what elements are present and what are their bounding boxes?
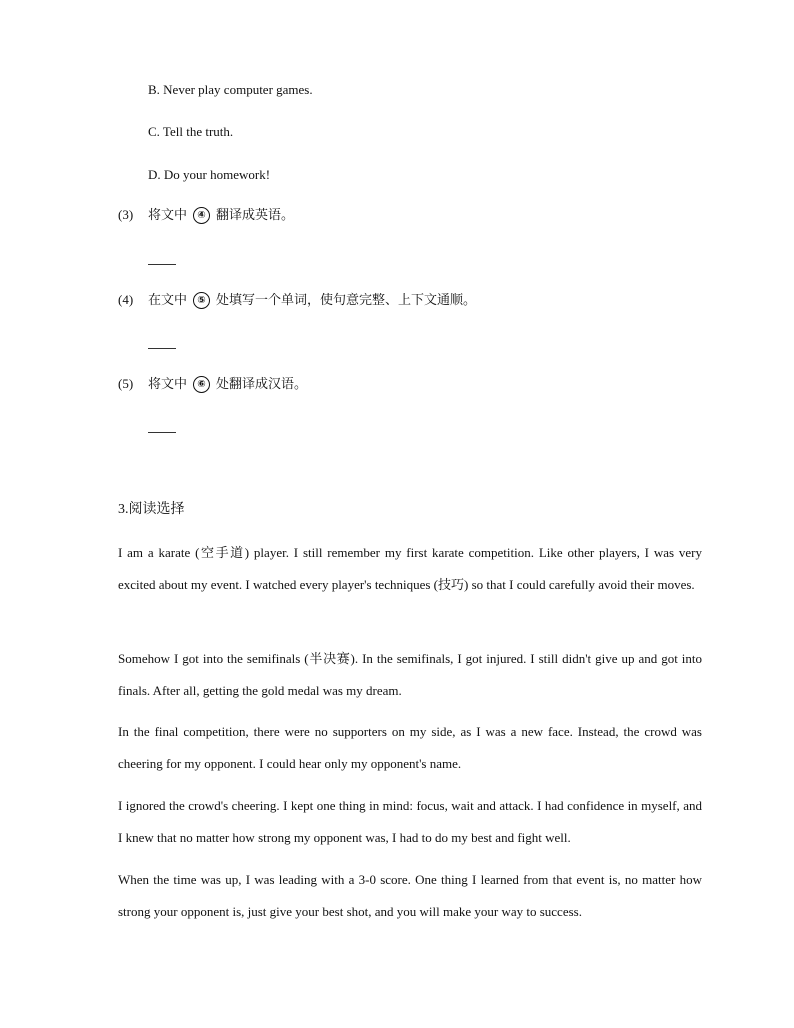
question-text-after: 处翻译成汉语。: [216, 376, 308, 391]
passage-paragraph-3: In the final competition, there were no supporters on my side, as I was a new face. Instead, the crowd was cheering for my opponent. I could hear only my opponent's name.: [118, 724, 702, 771]
question-number: (4): [118, 292, 134, 307]
question-text-after: 处填写一个单词，使句意完整、上下文通顺。: [216, 292, 477, 307]
question-text-before: 将文中: [148, 207, 188, 222]
circled-number-marker: ⑤: [193, 292, 210, 309]
answer-blank-3[interactable]: [148, 264, 176, 265]
option-c: C. Tell the truth.: [148, 124, 234, 139]
passage-paragraph-1: I am a karate (空手道) player. I still remember my first karate competition. Like other players, I was very excited about my event. I watched every player's techniques (技巧) so that I could carefully avoid their moves.: [118, 545, 702, 592]
option-b: B. Never play computer games.: [148, 82, 313, 97]
passage-paragraph-2: Somehow I got into the semifinals (半决赛). In the semifinals, I got injured. I still didn't give up and got into finals. After all, getting the gold medal was my dream.: [118, 651, 702, 698]
question-text-after: 翻译成英语。: [216, 207, 295, 222]
question-3: [118, 206, 294, 224]
question-number: (5): [118, 376, 134, 391]
question-4: [118, 291, 476, 309]
question-text-before: 将文中: [148, 376, 188, 391]
question-5: [118, 375, 307, 393]
passage-paragraph-5: When the time was up, I was leading with a 3-0 score. One thing I learned from that event is, no matter how strong your opponent is, just give your best shot, and you will make your way to success.: [118, 872, 702, 919]
circled-number-marker: ④: [193, 207, 210, 224]
option-d: D. Do your homework!: [148, 167, 271, 182]
passage-paragraph-4: I ignored the crowd's cheering. I kept one thing in mind: focus, wait and attack. I had confidence in myself, and I knew that no matter how strong my opponent was, I had to do my best and fight well.: [118, 798, 702, 845]
question-text-before: 在文中: [148, 292, 188, 307]
circled-number-marker: ⑥: [193, 376, 210, 393]
answer-blank-5[interactable]: [148, 432, 176, 433]
question-number: (3): [118, 207, 134, 222]
answer-blank-4[interactable]: [148, 348, 176, 349]
section-title: 3.阅读选择: [118, 502, 185, 517]
